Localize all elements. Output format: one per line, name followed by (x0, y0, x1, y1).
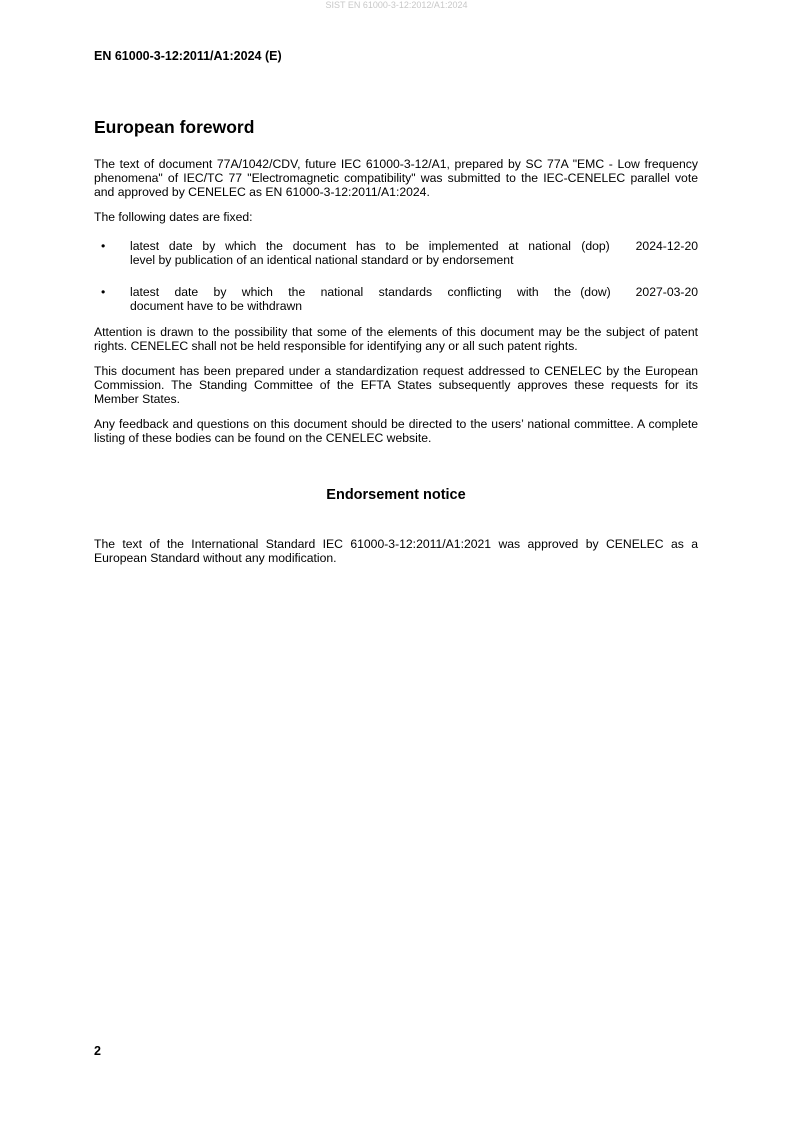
endorsement-title: Endorsement notice (326, 487, 466, 503)
patent-notice: Attention is drawn to the possibility that some of the elements of this document may be the subject of patent rights. CENELEC shall not be held responsible for identifying any or all such patent rights. (94, 325, 698, 353)
document-reference: EN 61000-3-12:2011/A1:2024 (E) (94, 49, 282, 63)
foreword-title: European foreword (94, 117, 255, 137)
page-number: 2 (94, 1044, 101, 1058)
date-description (130, 285, 571, 313)
bullet-marker: • (101, 239, 106, 253)
list-item (94, 285, 698, 313)
dates-list (94, 239, 698, 313)
date-value: 2024-12-20 (635, 239, 698, 253)
date-code: (dop) (581, 239, 610, 253)
bullet-marker: • (101, 285, 106, 299)
foreword-intro: The text of document 77A/1042/CDV, future IEC 61000-3-12/A1, prepared by SC 77A "EMC - Low frequency phenomena" of IEC/TC 77 "Electromagnetic compatibility" was submitted to the IEC-CENELEC parallel vote and approved by CENELEC as EN 61000-3-12:2011/A1:2024. (94, 157, 698, 199)
date-description-line-2: document have to be withdrawn (130, 299, 303, 313)
dates-intro: The following dates are fixed: (94, 210, 253, 224)
date-code: (dow) (580, 285, 611, 299)
date-description-line-1: latest date by which the national standards conflicting with the (130, 285, 571, 299)
page-content (94, 116, 698, 576)
date-description (130, 239, 571, 267)
watermark: SIST EN 61000-3-12:2012/A1:2024 (325, 0, 468, 10)
date-value: 2027-03-20 (635, 285, 698, 299)
mandate-notice: This document has been prepared under a standardization request addressed to CENELEC by the European Commission. The Standing Committee of the EFTA States subsequently approves these requests for its Member States. (94, 364, 698, 406)
feedback-notice: Any feedback and questions on this document should be directed to the users’ national committee. A complete listing of these bodies can be found on the CENELEC website. (94, 417, 698, 445)
date-description-line-1: latest date by which the document has to be implemented at national (130, 239, 571, 253)
list-item (94, 239, 698, 267)
date-description-line-2: level by publication of an identical national standard or by endorsement (130, 253, 514, 267)
endorsement-text: The text of the International Standard IEC 61000-3-12:2011/A1:2021 was approved by CENELEC as a European Standard without any modification. (94, 537, 698, 565)
